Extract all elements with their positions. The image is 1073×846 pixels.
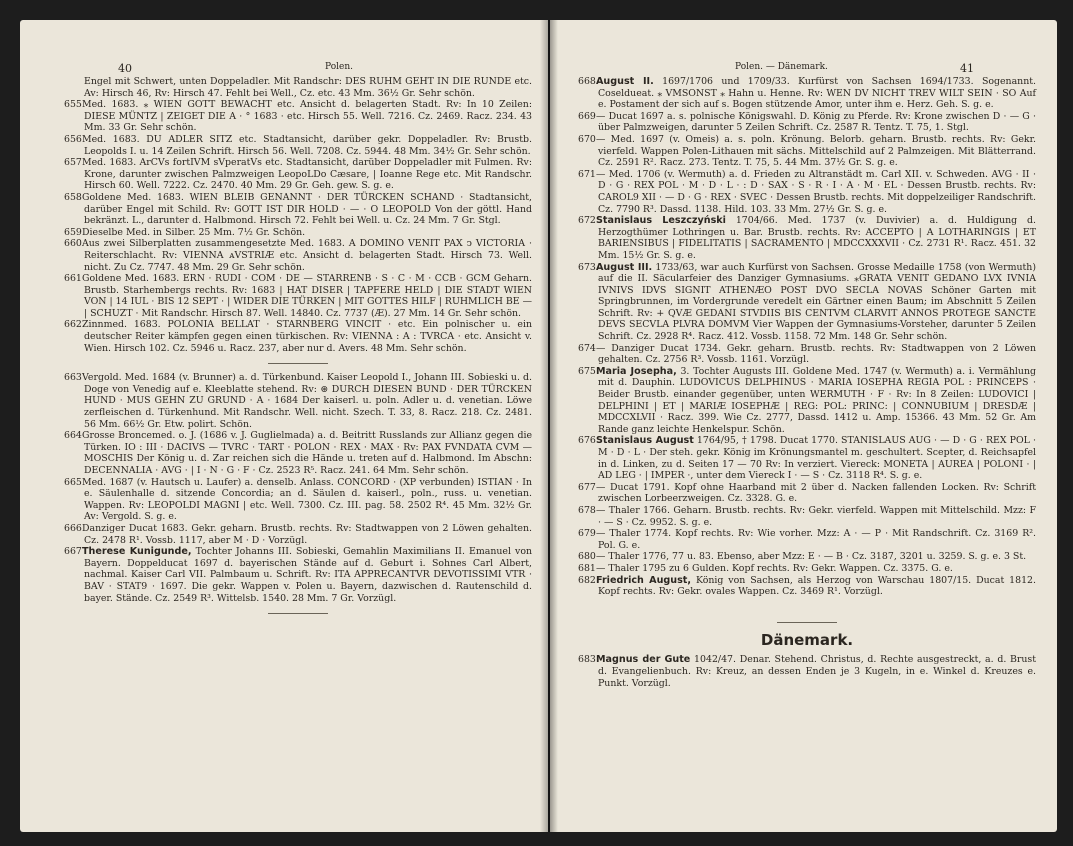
book-gutter: [540, 20, 558, 832]
lot-number: 673: [578, 261, 596, 273]
left-entries: [64, 76, 532, 622]
catalog-entry: [578, 435, 1036, 481]
entry-text: — Ducat 1791. Kopf ohne Haarband mit 2 über d. Nacken fallenden Locken. Rv: Schrift zwischen Lorbeerzweigen. Cz. 3328. G. e.: [596, 481, 1036, 505]
section-heading: Dänemark.: [760, 630, 854, 649]
lot-number: 663: [64, 372, 82, 384]
entry-text: 1042/47. Denar. Stehend. Christus, d. Rechte ausgestreckt, a. d. Brust d. Evangelienbuch. Rv: Kreuz, an dessen Enden je 3 Kugeln, in e. Winkel d. Kreuzes e. Punkt. Vorzügl.: [598, 654, 1037, 689]
ruler-name: August III.: [596, 261, 653, 273]
entry-text: Danziger Ducat 1683. Gekr. geharn. Brustb. rechts. Rv: Stadtwappen von 2 Löwen gehalten. Cz. 2478 R¹. Vossb. 1117, aber M · D · Vorzügl.: [82, 522, 532, 546]
ruler-name: Friedrich August,: [596, 574, 692, 586]
section-rule: [268, 363, 328, 364]
entry-text: 1733/63, war auch Kurfürst von Sachsen. Grosse Medaille 1758 (von Wermuth) auf die II. Säcularfeier des Danziger Gymnasiums. ⁎GRATA VENIT GEDANO LVX IVNIA IVNIVS IDVS SIGNIT ATHENÆO POST DVO SECLA NOVAS Schöner Garten mit Springbrunnen, im Vordergrunde veredelt ein Gärtner einen Baum; im Abschnitt 5 Zeilen Schrift. Rv: + QVÆ GEDANI STVDIIS BIS CENTVM CLARVIT ANNOS PROTEGE SANCTE DEVS SECVLA PLVRA DOMVM Vier Wappen der Gymnasiums-Vorsteher, darunter 5 Zeilen Schrift. Cz. 2928 R⁴. Racz. 412. Vossb. 1158. 72 Mm. 148 Gr. Sehr schön.: [598, 261, 1036, 343]
catalog-entry: [578, 575, 1036, 598]
ruler-name: August II.: [596, 76, 654, 87]
lot-number: 667: [64, 546, 82, 558]
catalog-entry: [64, 372, 532, 430]
catalog-entry: [64, 192, 532, 227]
entry-text: Dieselbe Med. in Silber. 25 Mm. 7½ Gr. Schön.: [82, 226, 306, 238]
ruler-name: Stanislaus August: [596, 435, 694, 447]
catalog-entry: [578, 262, 1036, 343]
entry-text: 3. Tochter Augusts III. Goldene Med. 1747 (v. Wermuth) a. i. Vermählung mit d. Dauphin. LUDOVICUS DELPHINUS · MARIA IOSEPHA REGIA POL : PRINCEPS · Beider Brustb. einander gegenüber, unten WERMUTH · F · Rv: In 8 Zeilen: LUDOVICI | DELPHINI | ET | MARIÆ IOSEPHÆ | REG: POL: PRINC: | CONNUBIUM | DRESDÆ | MDCCXLVII · Racz. 399. Wie Cz. 2777, Dassd. 1412 u. Amp. 15366. 43 Mm. 52 Gr. Am Rande ganz leichte Henkelspur. Schön.: [598, 365, 1036, 435]
entry-text: 1764/95, † 1798. Ducat 1770. STANISLAUS AUG · — D · G · REX POL · M · D · L · Der steh. gekr. König im Krönungsmantel m. geschultert. Scepter, d. Reichsapfel in d. Linken, zu d. Seiten 17 — 70 Rv: In verziert. Viereck: MONETA | AUREA | POLONI · | AD LEG · | IMPER ·, unter dem Viereck I · — S · Cz. 3118 R⁴. S. g. e.: [598, 435, 1036, 482]
lot-number: 681: [578, 562, 596, 574]
lot-number: 664: [64, 430, 82, 442]
catalog-entry: [578, 111, 1036, 134]
catalog-entry: [578, 505, 1036, 528]
entry-text: Med. 1687 (v. Hautsch u. Laufer) a. denselb. Anlass. CONCORD · (XP verbunden) ISTIAN · In e. Säulenhalle d. sitzende Concordia; an d. Säulen d. kaiserl., poln., russ. u. venetian. Wappen. Rv: LEOPOLDI MAGNI | etc. Well. 7300. Cz. III. pag. 58. 2502 R⁴. 45 Mm. 32½ Gr. Av: Vergold. S. g. e.: [82, 476, 532, 523]
catalog-entry: [578, 551, 1036, 563]
lot-number: 677: [578, 481, 596, 493]
catalog-entry: [578, 76, 1036, 111]
entry-text: Med. 1683. ⁎ WIEN GOTT BEWACHT etc. Ansicht d. belagerten Stadt. Rv: In 10 Zeilen: DIESE MÜNTZ | ZEIGET DIE A · ° 1683 · etc. Hirsch 55. Well. 7216. Cz. 2469. Racz. 234. 43 Mm. 33 Gr. Sehr schön.: [82, 99, 532, 134]
entry-text: Grosse Broncemed. o. J. (1686 v. J. Guglielmada) a. d. Beitritt Russlands zur Allianz gegen die Türken. IO : III · DACIVS — TVRC · TART · POLON · REX · MAX · Rv: PAX FVNDATA CVM — MOSCHIS Der König u. d. Zar reichen sich die Hände u. treten auf d. Halbmond. Im Abschn: DECENNALIA · AVG · | I · N · G · F · Cz. 2523 R⁵. Racz. 241. 64 Mm. Sehr schön.: [82, 430, 532, 476]
lot-number: 680: [578, 551, 596, 563]
catalog-entry: [578, 563, 1036, 575]
lot-number: 674: [578, 342, 596, 354]
lot-number: 658: [64, 191, 82, 203]
catalog-entry: [64, 319, 532, 354]
section-rule: [268, 613, 328, 614]
entry-text: — Med. 1706 (v. Wermuth) a. d. Frieden zu Altranstädt m. Carl XII. v. Schweden. AVG · II · D · G · REX POL · M · D · L · : D · SAX · S · R · I · A · M · EL · Dessen Brustb. rechts. Rv: CAROL9 XII · — D · G · REX · SVEC · Dessen Brustb. rechts. Mit doppelzeiliger Randschrift. Cz. 7790 R³. Dassd. 1138. Hild. 103. 33 Mm. 27½ Gr. S. g. e.: [596, 168, 1036, 215]
lot-number: 670: [578, 133, 596, 145]
entry-text: Vergold. Med. 1684 (v. Brunner) a. d. Türkenbund. Kaiser Leopold I., Johann III. Sobieski u. d. Doge von Venedig auf e. Kleeblatte stehend. Rv: ⊛ DURCH DIESEN BUND · DER TÜRCKEN HUND · MUS GEHN ZU GRUND · A · 1684 Der kaiserl. u. poln. Adler u. d. venetian. Löwe zerfleischen d. Türkenhund. Mit Randschr. Well. nicht. Szech. T. 33, 8. Racz. 218. Cz. 2481. 56 Mm. 66½ Gr. Etw. polirt. Schön.: [82, 372, 532, 430]
lot-number: 657: [64, 157, 82, 169]
lot-number: 672: [578, 215, 596, 227]
lot-number: 655: [64, 99, 82, 111]
right-page-number: 41: [960, 62, 974, 75]
section-rule: [777, 622, 837, 623]
catalog-entry: [64, 546, 532, 604]
ruler-name: Magnus der Gute: [596, 654, 691, 666]
catalog-entry: [578, 528, 1036, 551]
catalog-entry: [578, 343, 1036, 366]
catalog-entry: [578, 169, 1036, 215]
lot-number: 679: [578, 528, 596, 540]
right-running-title: Polen. — Dänemark.: [735, 62, 828, 72]
lot-number: 676: [578, 435, 596, 447]
catalog-entry: [64, 523, 532, 546]
right-entries: [578, 76, 1036, 689]
entry-text: 1697/1706 und 1709/33. Kurfürst von Sachsen 1694/1733. Sogenannt. Coseldueat. ⁎ VMSONST ⁎ Hahn u. Henne. Rv: WEN DV NICHT TREV WILT SEIN · SO Auf e. Postament der sich auf s. Bogen stützende Amor, unter ihm e. Herz. Geh. S. g. e.: [598, 76, 1037, 111]
left-page: [20, 20, 548, 832]
entry-text: — Thaler 1776, 77 u. 83. Ebenso, aber Mzz: E · — B · Cz. 3187, 3201 u. 3259. S. g. e. 3 St.: [596, 551, 1027, 563]
catalog-entry: [64, 273, 532, 319]
entry-text: — Thaler 1795 zu 6 Gulden. Kopf rechts. Rv: Gekr. Wappen. Cz. 3375. G. e.: [596, 562, 953, 574]
catalog-entry: [578, 134, 1036, 169]
lot-number: 683: [578, 654, 596, 666]
entry-text: — Med. 1697 (v. Omeis) a. s. poln. Krönung. Belorb. geharn. Brustb. rechts. Rv: Gekr. vierfeld. Wappen Polen-Lithauen mit sächs. Mittelschild auf 2 Palmzeigen. Mit Blätterrand. Cz. 2591 R². Racz. 273. Tentz. T. 75, 5. 44 Mm. 37½ Gr. S. g. e.: [596, 133, 1036, 169]
catalog-entry: [64, 227, 532, 239]
entry-text: — Thaler 1766. Geharn. Brustb. rechts. Rv: Gekr. vierfeld. Wappen mit Mittelschild. Mzz: F · — S · Cz. 9952. S. g. e.: [596, 504, 1036, 528]
entry-text: — Ducat 1697 a. s. polnische Königswahl. D. König zu Pferde. Rv: Krone zwischen D · — G · über Palmzweigen, darunter 5 Zeilen Schrift. Cz. 2587 R. Tentz. T. 75, 1. Stgl.: [596, 110, 1036, 134]
entry-text: Goldene Med. 1683. ERN · RUDI · COM · DE — STARRENB · S · C · M · CCB · GCM Geharn. Brustb. Starhembergs rechts. Rv: 1683 | HAT DISER | TAPFERE HELD | DIE STADT WIEN VON | 14 IUL · BIS 12 SEPT · | WIDER DIE TÜRKEN | MIT GOTTES HILF | RUHMLICH BE — | SCHUZT · Mit Randschr. Hirsch 87. Well. 14840. Cz. 7737 (Æ). 27 Mm. 14 Gr. Sehr schön.: [82, 273, 532, 319]
lot-number: 668: [578, 76, 596, 87]
entry-text: Med. 1683. ArCVs fortIVM sVperatVs etc. Stadtansicht, darüber Doppeladler mit Fulmen. Rv: Krone, darunter zwischen Palmzweigen LeopoLDo Cæsare, | Ioanne Rege etc. Mit Randschr. Hirsch 60. Well. 7222. Cz. 2470. 40 Mm. 29 Gr. Geh. gew. S. g. e.: [82, 157, 532, 192]
lot-number: 662: [64, 319, 82, 331]
lot-number: 659: [64, 226, 82, 238]
ruler-name: Therese Kunigunde,: [82, 546, 192, 558]
lot-number: 656: [64, 133, 82, 145]
catalog-entry: [64, 430, 532, 476]
catalog-entry: [578, 215, 1036, 261]
ruler-name: Stanislaus Leszczyński: [596, 215, 726, 227]
right-page: [550, 20, 1057, 832]
left-running-title: Polen.: [325, 62, 353, 72]
catalog-entry: [578, 482, 1036, 505]
entry-text: Aus zwei Silberplatten zusammengesetzte Med. 1683. A DOMINO VENIT PAX ↄ VICTORIA · Reiterschlacht. Rv: VIENNA ᴀVSTRIÆ etc. Ansicht d. belagerten Stadt. Hirsch 73. Well. nicht. Zu Cz. 7747. 48 Mm. 29 Gr. Sehr schön.: [82, 238, 532, 273]
catalog-entry: [64, 99, 532, 134]
lot-number: 665: [64, 476, 82, 488]
entry-text: Zinnmed. 1683. POLONIA BELLAT · STARNBERG VINCIT · etc. Ein polnischer u. ein deutscher Reiter kämpfen gegen einen türkischen. Rv: VIENNA : A : TVRCA · etc. Ansicht v. Wien. Hirsch 102. Cz. 5946 u. Racz. 237, aber nur d. Avers. 48 Mm. Sehr schön.: [82, 319, 532, 354]
lot-number: 675: [578, 365, 596, 377]
continued-entry: Engel mit Schwert, unten Doppeladler. Mit Randschr: DES RUHM GEHT IN DIE RUNDE etc. Av: Hirsch 46, Rv: Hirsch 47. Fehlt bei Well., Cz. etc. 43 Mm. 36½ Gr. Sehr schön.: [84, 76, 532, 99]
entry-text: 1704/66. Med. 1737 (v. Duvivier) a. d. Huldigung d. Herzogthümer Lothringen u. Bar. Brustb. rechts. Rv: ACCEPTO | A LOTHARINGIS | ET BARIENSIBUS | FIDELITATIS | SACRAMENTO | MDCCXXXVII · Cz. 2731 R¹. Racz. 451. 32 Mm. 15½ Gr. S. g. e.: [598, 215, 1036, 261]
catalog-entry: [578, 654, 1036, 689]
lot-number: 660: [64, 238, 82, 250]
catalog-entry: [578, 366, 1036, 436]
entry-text: — Danziger Ducat 1734. Gekr. geharn. Brustb. rechts. Rv: Stadtwappen von 2 Löwen gehalten. Cz. 2756 R³. Vossb. 1161. Vorzügl.: [596, 342, 1036, 366]
entry-text: König von Sachsen, als Herzog von Warschau 1807/15. Ducat 1812. Kopf rechts. Rv: Gekr. ovales Wappen. Cz. 3469 R¹. Vorzügl.: [598, 574, 1036, 598]
lot-number: 669: [578, 110, 596, 122]
lot-number: 678: [578, 504, 596, 516]
left-page-number: 40: [118, 62, 132, 75]
lot-number: 666: [64, 522, 82, 534]
entry-text: Tochter Johanns III. Sobieski, Gemahlin Maximilians II. Emanuel von Bayern. Doppelducat 1697 d. bayerischen Stände auf d. Geburt i. Sohnes Carl Albert, nachmal. Kaiser Carl VII. Palmbaum u. Schrift. Rv: ITA APPRECANTVR DEVOTISSIMI VTR · BAV · STAT9 · 1697. Die gekr. Wappen v. Polen u. Bayern, dazwischen d. Rautenschild d. bayer. Stände. Cz. 2549 R³. Wittelsb. 1540. 28 Mm. 7 Gr. Vorzügl.: [84, 546, 532, 604]
lot-number: 671: [578, 168, 596, 180]
entry-text: Med. 1683. DU ADLER SITZ etc. Stadtansicht, darüber gekr. Doppeladler. Rv: Brustb. Leopolds I. u. 14 Zeilen Schrift. Hirsch 56. Well. 7208. Cz. 5944. 48 Mm. 34½ Gr. Sehr schön.: [82, 133, 532, 157]
entry-text: Goldene Med. 1683. WIEN BLEIB GENANNT · DER TÜRCKEN SCHAND · Stadtansicht, darüber Engel mit Schild. Rv: GOTT IST DIR HOLD · — · O LEOPOLD Von der göttl. Hand bekränzt. L., darunter d. Halbmond. Hirsch 72. Fehlt bei Well. u. Cz. 24 Mm. 7 Gr. Stgl.: [82, 191, 532, 227]
catalog-entry: [64, 477, 532, 523]
catalog-entry: [64, 238, 532, 273]
catalog-entry: [64, 157, 532, 192]
entry-text: — Thaler 1774. Kopf rechts. Rv: Wie vorher. Mzz: A · — P · Mit Randschrift. Cz. 3169 R². Pol. G. e.: [596, 528, 1036, 551]
lot-number: 682: [578, 574, 596, 586]
lot-number: 661: [64, 273, 82, 285]
ruler-name: Maria Josepha,: [596, 365, 677, 377]
catalog-entry: [64, 134, 532, 157]
